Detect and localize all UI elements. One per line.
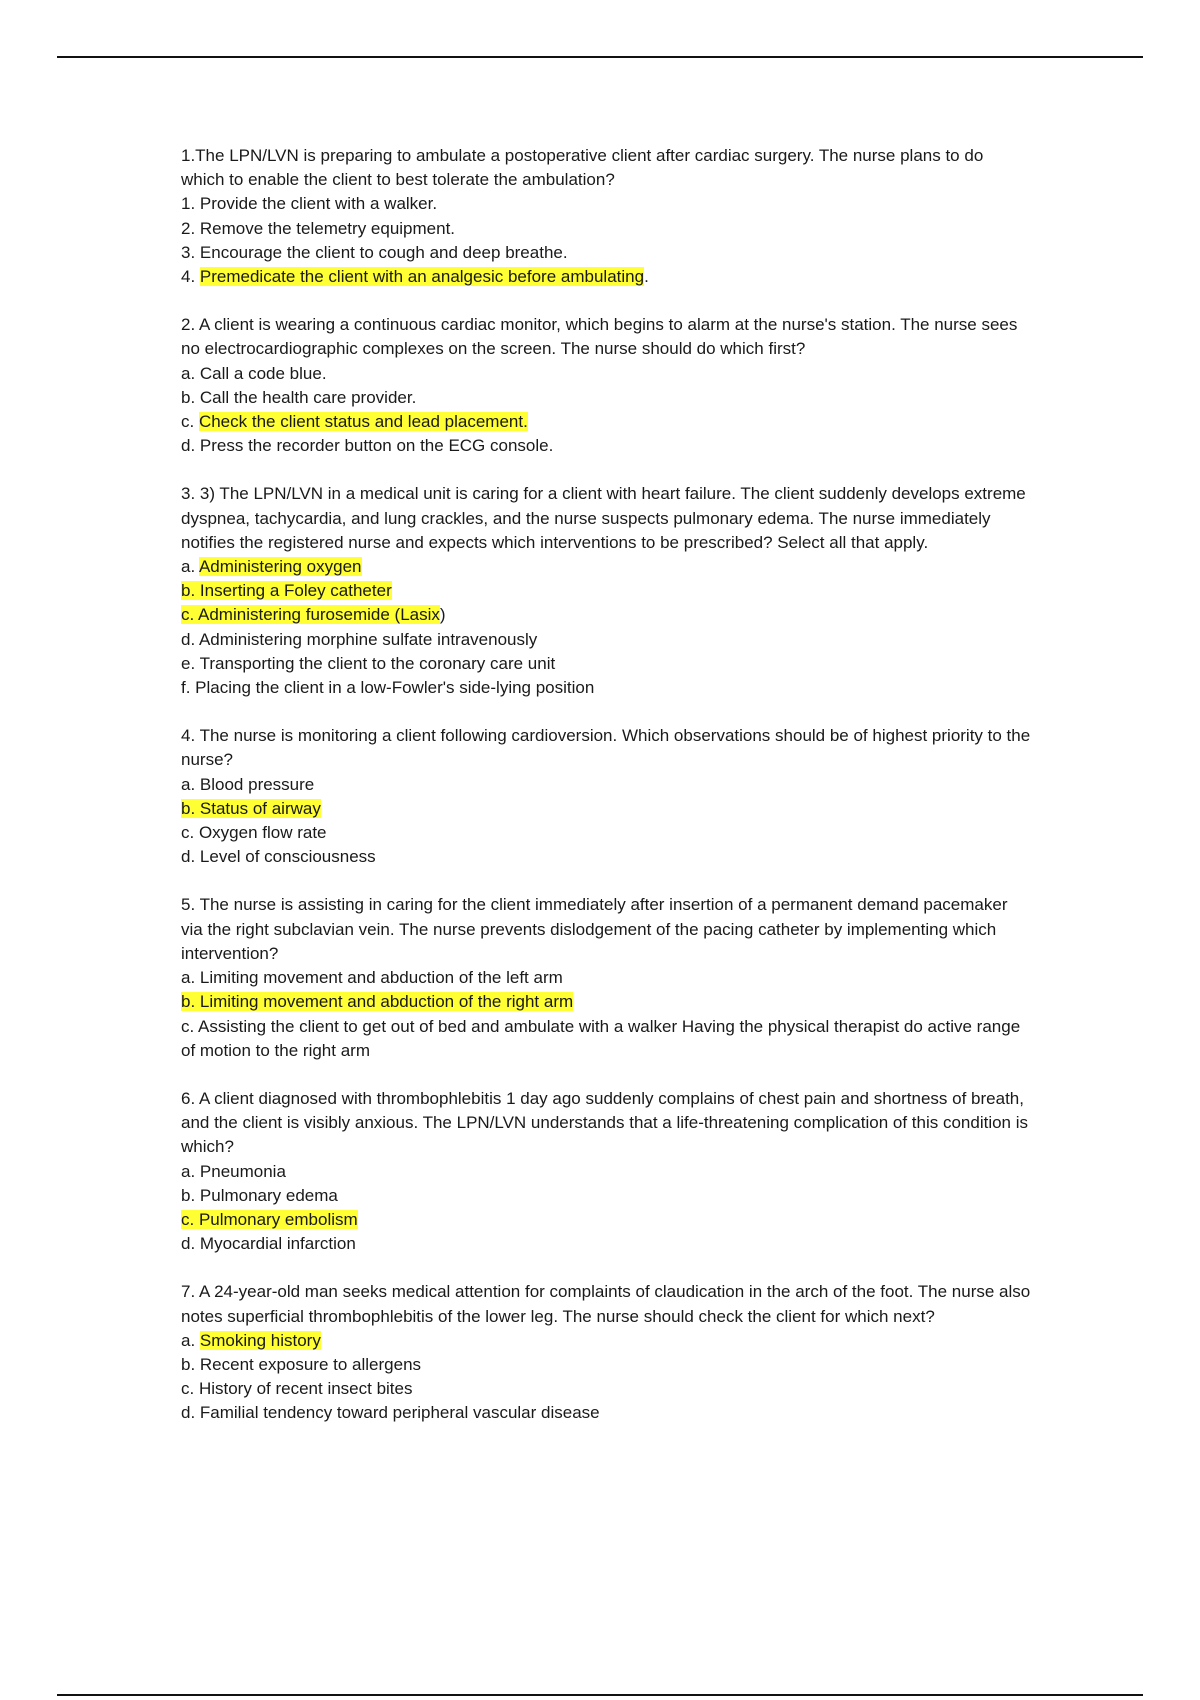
footer-rule <box>57 1694 1143 1696</box>
option-prefix: b. <box>181 1185 200 1205</box>
option-text: Press the recorder button on the ECG console. <box>199 436 554 456</box>
question-block <box>181 893 1031 1062</box>
option-text: Call the health care provider. <box>199 387 417 407</box>
question-stem: 2. A client is wearing a continuous cardiac monitor, which begins to alarm at the nurse's station. The nurse sees no electrocardiographic complexes on the screen. The nurse should do which first? <box>181 315 1018 359</box>
option-prefix: 2. <box>181 218 200 238</box>
answer-option <box>181 1377 1031 1401</box>
option-text: Call a code blue. <box>199 363 327 383</box>
option-text: Pulmonary edema <box>199 1185 338 1205</box>
option-text: Pneumonia <box>199 1161 286 1181</box>
highlighted-answer-text: Smoking history <box>199 1330 321 1350</box>
option-text: Transporting the client to the coronary care unit <box>199 653 556 673</box>
option-prefix: a. <box>181 1161 200 1181</box>
answer-option <box>181 386 1031 410</box>
answer-option <box>181 966 1031 990</box>
option-prefix: c. <box>181 1379 199 1399</box>
option-prefix: d. <box>181 436 200 456</box>
answer-option <box>181 434 1031 458</box>
answer-option <box>181 1160 1031 1184</box>
option-text: Encourage the client to cough and deep breathe. <box>199 242 568 262</box>
highlighted-answer-text: b. Status of airway <box>181 798 321 818</box>
option-prefix: d. <box>181 1403 200 1423</box>
option-suffix: . <box>644 267 649 287</box>
highlighted-answer-text: Premedicate the client with an analgesic before ambulating <box>199 267 645 287</box>
option-text: Familial tendency toward peripheral vascular disease <box>199 1403 600 1423</box>
answer-option-correct <box>181 990 1031 1014</box>
option-prefix: d. <box>181 1234 200 1254</box>
option-prefix: c. <box>181 823 199 843</box>
highlighted-answer-text: Administering oxygen <box>198 557 362 577</box>
option-text: Blood pressure <box>199 774 315 794</box>
answer-option <box>181 821 1031 845</box>
question-block <box>181 144 1031 289</box>
option-prefix: 4. <box>181 267 200 287</box>
highlighted-answer-text: c. Administering furosemide (Lasix <box>181 605 440 625</box>
option-prefix: a. <box>181 363 200 383</box>
question-block <box>181 724 1031 869</box>
question-stem: 3. 3) The LPN/LVN in a medical unit is caring for a client with heart failure. The client suddenly develops extreme dyspnea, tachycardia, and lung crackles, and the nurse suspects pulmonary edema. The nurse immediately notifies the registered nurse and expects which interventions to be prescribed? Select all that apply. <box>181 484 1026 552</box>
answer-option <box>181 1184 1031 1208</box>
answer-option <box>181 241 1031 265</box>
highlighted-answer-text: c. Pulmonary embolism <box>181 1209 358 1229</box>
answer-option-correct <box>181 265 1031 289</box>
header-rule <box>57 56 1143 58</box>
answer-option <box>181 362 1031 386</box>
option-prefix: c. <box>181 412 199 432</box>
option-text: Recent exposure to allergens <box>199 1354 422 1374</box>
option-prefix: f. <box>181 678 196 698</box>
option-text: Placing the client in a low-Fowler's side-lying position <box>195 678 595 698</box>
option-prefix: b. <box>181 387 200 407</box>
option-suffix: ) <box>439 605 446 625</box>
answer-option-correct <box>181 579 1031 603</box>
option-prefix: d. <box>181 847 200 867</box>
option-text: History of recent insect bites <box>198 1379 413 1399</box>
answer-option-correct <box>181 555 1031 579</box>
option-text: Level of consciousness <box>199 847 376 867</box>
answer-option <box>181 676 1031 700</box>
option-text: Administering morphine sulfate intravenously <box>198 629 538 649</box>
option-prefix: a. <box>181 557 199 577</box>
question-block <box>181 482 1031 700</box>
highlighted-answer-text: Check the client status and lead placement. <box>198 412 528 432</box>
answer-option <box>181 773 1031 797</box>
answer-option-correct <box>181 797 1031 821</box>
question-stem: 4. The nurse is monitoring a client following cardioversion. Which observations should be of highest priority to the nurse? <box>181 726 1031 770</box>
option-prefix: a. <box>181 1330 200 1350</box>
option-text: Myocardial infarction <box>199 1234 356 1254</box>
option-prefix: a. <box>181 968 200 988</box>
highlighted-answer-text: b. Limiting movement and abduction of the right arm <box>181 992 574 1012</box>
answer-option <box>181 217 1031 241</box>
option-prefix: 3. <box>181 242 200 262</box>
answer-option <box>181 1232 1031 1256</box>
question-stem: 5. The nurse is assisting in caring for the client immediately after insertion of a permanent demand pacemaker via the right subclavian vein. The nurse prevents dislodgement of the pacing catheter by implementing which intervention? <box>181 895 1008 963</box>
answer-option <box>181 192 1031 216</box>
answer-option <box>181 1401 1031 1425</box>
question-block <box>181 1087 1031 1256</box>
option-text: Assisting the client to get out of bed and ambulate with a walker Having the physical therapist do active range of motion to the right arm <box>181 1016 1021 1060</box>
option-text: Oxygen flow rate <box>198 823 327 843</box>
option-prefix: 1. <box>181 194 200 214</box>
question-block <box>181 1280 1031 1425</box>
answer-option-correct <box>181 603 1031 627</box>
option-prefix: d. <box>181 629 199 649</box>
answer-option <box>181 1015 1031 1063</box>
option-text: Limiting movement and abduction of the left arm <box>199 968 563 988</box>
question-stem: 7. A 24-year-old man seeks medical attention for complaints of claudication in the arch of the foot. The nurse also notes superficial thrombophlebitis of the lower leg. The nurse should check the client for which next? <box>181 1282 1031 1326</box>
answer-option <box>181 1353 1031 1377</box>
answer-option-correct <box>181 410 1031 434</box>
answer-option <box>181 652 1031 676</box>
question-stem: 1.The LPN/LVN is preparing to ambulate a postoperative client after cardiac surgery. The nurse plans to do which to enable the client to best tolerate the ambulation? <box>181 146 984 190</box>
highlighted-answer-text: b. Inserting a Foley catheter <box>181 581 392 601</box>
question-list <box>181 144 1031 1450</box>
option-prefix: e. <box>181 653 200 673</box>
answer-option <box>181 845 1031 869</box>
option-text: Provide the client with a walker. <box>199 194 438 214</box>
question-block <box>181 313 1031 458</box>
answer-option <box>181 628 1031 652</box>
answer-option-correct <box>181 1329 1031 1353</box>
option-prefix: c. <box>181 1016 199 1036</box>
option-prefix: a. <box>181 774 200 794</box>
question-stem: 6. A client diagnosed with thrombophlebitis 1 day ago suddenly complains of chest pain and shortness of breath, and the client is visibly anxious. The LPN/LVN understands that a life-threatening complication of this condition is which? <box>181 1088 1029 1157</box>
option-prefix: b. <box>181 1354 200 1374</box>
option-text: Remove the telemetry equipment. <box>199 218 456 238</box>
answer-option-correct <box>181 1208 1031 1232</box>
